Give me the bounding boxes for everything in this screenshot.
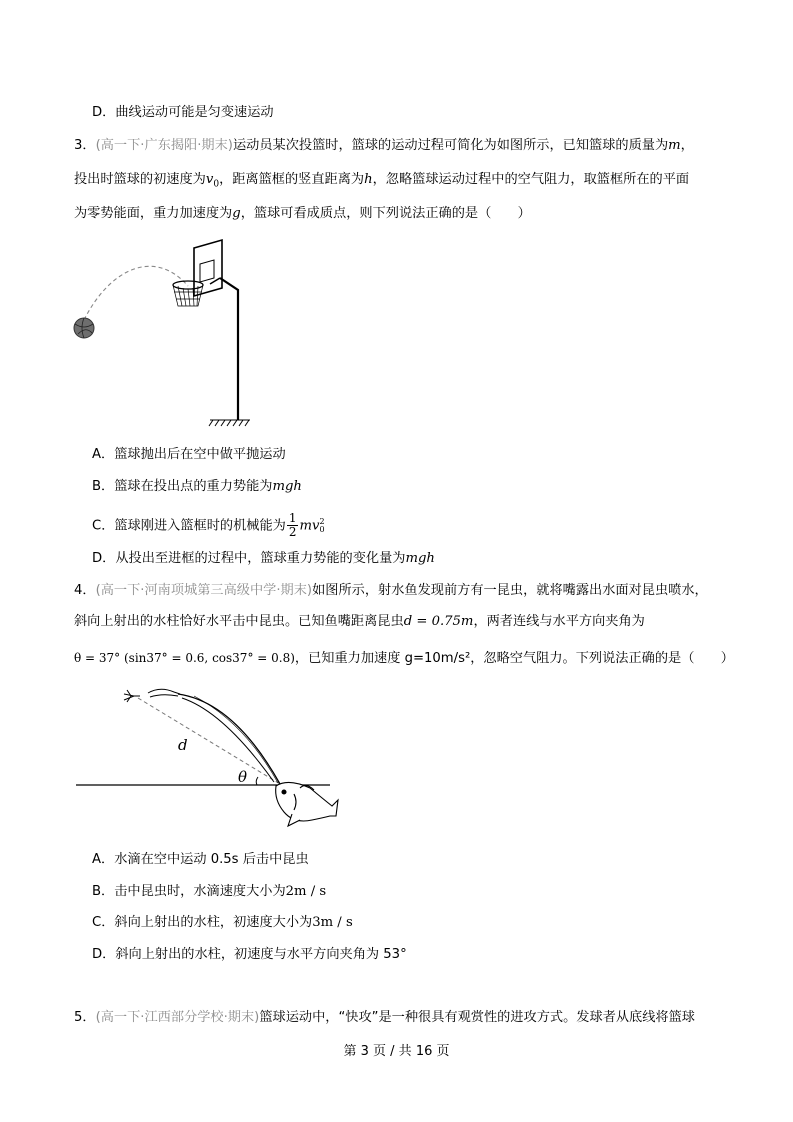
q5-stem-line1: [74, 1008, 695, 1028]
angle-arc: [256, 777, 258, 785]
expr-mgh: mgh: [405, 551, 435, 566]
var-g: g: [232, 206, 241, 221]
fraction-one-half: [287, 512, 299, 539]
hoop-pole: [220, 278, 238, 420]
q3-option-c-text: C．篮球刚进入篮框时的机械能为: [92, 518, 286, 534]
frac-denominator: 2: [288, 525, 297, 539]
q3-option-b-text: B．篮球在投出点的重力势能为: [92, 479, 273, 494]
subscript-0: 0: [319, 524, 325, 534]
label-d: d: [178, 736, 188, 754]
q3-text: ，: [680, 138, 694, 153]
q3-text: 投出时篮球的初速度为: [74, 172, 206, 187]
q5-number: 5．: [74, 1010, 96, 1025]
q3-option-d-text: D．从投出至进框的过程中，篮球重力势能的变化量为: [92, 551, 406, 566]
q3-option-d: [92, 549, 435, 569]
basketball-icon: [74, 318, 94, 338]
q4-option-d: D．斜向上射出的水柱，初速度与水平方向夹角为 53°: [92, 947, 407, 962]
var-v0: v: [205, 172, 214, 187]
archerfish-figure: [74, 682, 344, 837]
insect-icon: [124, 690, 140, 702]
q4-text: 斜向上射出的水柱恰好水平击中昆虫。已知鱼嘴距离昆虫: [74, 614, 404, 629]
var-m: m: [668, 138, 681, 153]
q4-option-b-text: B．击中昆虫时，水滴速度大小为: [92, 884, 286, 899]
q3-text: 运动员某次投篮时，篮球的运动过程可简化为如图所示，已知篮球的质量为: [232, 138, 669, 153]
q5-source: (高一下·江西部分学校·期末): [95, 1010, 260, 1025]
q3-number: 3．: [74, 138, 96, 153]
fish-icon: [276, 782, 338, 826]
q3-text: 为零势能面，重力加速度为: [74, 206, 233, 221]
q4-stem-line2: [74, 612, 645, 632]
value-3ms: 3m / s: [312, 915, 353, 930]
q4-option-c: [92, 913, 353, 933]
q4-text: ，两者连线与水平方向夹角为: [473, 614, 645, 629]
q3-option-b: [92, 477, 302, 497]
q3-stem-line2: [74, 170, 689, 195]
expr-mgh: mgh: [272, 479, 302, 494]
label-theta: θ: [238, 768, 248, 786]
q3-text: ，距离篮框的竖直距离为: [219, 172, 365, 187]
q4-option-b: [92, 882, 326, 902]
ball-trajectory: [84, 266, 188, 320]
var-h: h: [364, 172, 373, 187]
q5-text: 篮球运动中，“快攻”是一种很具有观赏性的进攻方式。发球者从底线将篮球: [259, 1010, 695, 1025]
q3-option-a: A．篮球抛出后在空中做平抛运动: [92, 447, 286, 462]
line-of-sight: [138, 698, 280, 784]
expr-d: d = 0.75m: [403, 614, 474, 629]
q3-stem-line1: [74, 136, 694, 156]
q3-stem-line3: [74, 204, 531, 224]
value-2ms: 2m / s: [285, 884, 327, 899]
q3-option-c: [92, 512, 325, 539]
page-footer: 第 3 页 / 共 16 页: [343, 1044, 450, 1059]
expr-mv: mv: [299, 518, 320, 534]
q4-text: ，已知重力加速度 g=10m/s²，忽略空气阻力。下列说法正确的是（ ）: [294, 651, 734, 666]
q4-stem-line3: [74, 648, 734, 669]
expr-theta: θ = 37° (sin37° = 0.6, cos37° = 0.8): [74, 651, 295, 665]
water-jet: [148, 689, 280, 784]
basketball-figure: [70, 238, 250, 433]
q4-option-a: A．水滴在空中运动 0.5s 后击中昆虫: [92, 852, 309, 867]
q4-option-c-text: C．斜向上射出的水柱，初速度大小为: [92, 915, 313, 930]
ground-hatch: [209, 420, 250, 426]
q3-text: ，篮球可看成质点，则下列说法正确的是（ ）: [240, 206, 531, 221]
q3-text: ，忽略篮球运动过程中的空气阻力，取篮框所在的平面: [372, 172, 690, 187]
q4-number: 4．: [74, 583, 96, 598]
q4-source: (高一下·河南项城第三高级中学·期末): [95, 583, 313, 598]
q4-text: 如图所示，射水鱼发现前方有一昆虫，就将嘴露出水面对昆虫喷水，: [312, 583, 708, 598]
q3-source: (高一下·广东揭阳·期末): [95, 138, 233, 153]
superscript-2: 2: [319, 516, 325, 526]
q4-stem-line1: [74, 581, 708, 601]
q2-option-d: D．曲线运动可能是匀变速运动: [92, 105, 274, 120]
frac-numerator: 1: [288, 511, 297, 525]
subscript-0: 0: [213, 179, 220, 190]
